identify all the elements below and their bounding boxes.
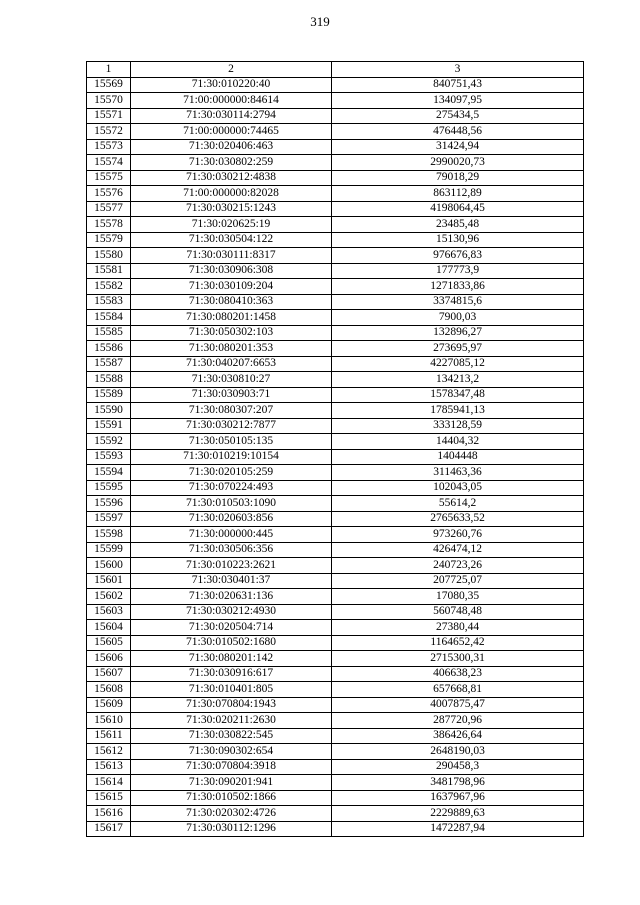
cadastral-number-cell: 71:30:030111:8317 — [131, 248, 332, 264]
value-cell: 273695,97 — [332, 341, 584, 357]
row-number-cell: 15579 — [87, 232, 131, 248]
cadastral-number-cell: 71:30:010220:40 — [131, 77, 332, 93]
table-row — [87, 635, 584, 651]
table-row — [87, 651, 584, 667]
table-header-row — [87, 62, 584, 78]
row-number-cell: 15612 — [87, 744, 131, 760]
row-number-cell: 15603 — [87, 604, 131, 620]
cadastral-number-cell: 71:30:030109:204 — [131, 279, 332, 295]
column-header-2: 2 — [131, 62, 332, 78]
table-row — [87, 480, 584, 496]
cadastral-number-cell: 71:30:070804:1943 — [131, 697, 332, 713]
cadastral-number-cell: 71:30:080307:207 — [131, 403, 332, 419]
cadastral-number-cell: 71:30:030212:7877 — [131, 418, 332, 434]
row-number-cell: 15602 — [87, 589, 131, 605]
cadastral-number-cell: 71:30:090201:941 — [131, 775, 332, 791]
table-row — [87, 108, 584, 124]
table-row — [87, 294, 584, 310]
cadastral-number-cell: 71:30:020625:19 — [131, 217, 332, 233]
value-cell: 79018,29 — [332, 170, 584, 186]
row-number-cell: 15596 — [87, 496, 131, 512]
table-row — [87, 418, 584, 434]
row-number-cell: 15617 — [87, 821, 131, 837]
value-cell: 1785941,13 — [332, 403, 584, 419]
row-number-cell: 15606 — [87, 651, 131, 667]
value-cell: 55614,2 — [332, 496, 584, 512]
table-row — [87, 170, 584, 186]
row-number-cell: 15571 — [87, 108, 131, 124]
value-cell: 27380,44 — [332, 620, 584, 636]
table-row — [87, 728, 584, 744]
table-row — [87, 387, 584, 403]
row-number-cell: 15599 — [87, 542, 131, 558]
table-row — [87, 434, 584, 450]
row-number-cell: 15588 — [87, 372, 131, 388]
cadastral-number-cell: 71:30:070804:3918 — [131, 759, 332, 775]
table-row — [87, 542, 584, 558]
row-number-cell: 15608 — [87, 682, 131, 698]
row-number-cell: 15590 — [87, 403, 131, 419]
value-cell: 207725,07 — [332, 573, 584, 589]
row-number-cell: 15584 — [87, 310, 131, 326]
table-row — [87, 341, 584, 357]
table-body — [87, 77, 584, 837]
value-cell: 14404,32 — [332, 434, 584, 450]
value-cell: 476448,56 — [332, 124, 584, 140]
row-number-cell: 15575 — [87, 170, 131, 186]
value-cell: 973260,76 — [332, 527, 584, 543]
value-cell: 406638,23 — [332, 666, 584, 682]
table-row — [87, 449, 584, 465]
cadastral-number-cell: 71:30:010401:805 — [131, 682, 332, 698]
row-number-cell: 15593 — [87, 449, 131, 465]
value-cell: 2229889,63 — [332, 806, 584, 822]
row-number-cell: 15585 — [87, 325, 131, 341]
value-cell: 31424,94 — [332, 139, 584, 155]
row-number-cell: 15569 — [87, 77, 131, 93]
row-number-cell: 15604 — [87, 620, 131, 636]
value-cell: 3374815,6 — [332, 294, 584, 310]
cadastral-number-cell: 71:30:080201:1458 — [131, 310, 332, 326]
table-row — [87, 155, 584, 171]
value-cell: 976676,83 — [332, 248, 584, 264]
cadastral-number-cell: 71:30:030114:2794 — [131, 108, 332, 124]
column-header-1: 1 — [87, 62, 131, 78]
cadastral-number-cell: 71:30:020631:136 — [131, 589, 332, 605]
table-row — [87, 744, 584, 760]
table-row — [87, 775, 584, 791]
cadastral-number-cell: 71:30:020406:463 — [131, 139, 332, 155]
value-cell: 2990020,73 — [332, 155, 584, 171]
cadastral-number-cell: 71:30:040207:6653 — [131, 356, 332, 372]
table-row — [87, 310, 584, 326]
table-row — [87, 589, 584, 605]
value-cell: 23485,48 — [332, 217, 584, 233]
row-number-cell: 15586 — [87, 341, 131, 357]
cadastral-number-cell: 71:30:030903:71 — [131, 387, 332, 403]
row-number-cell: 15576 — [87, 186, 131, 202]
table-row — [87, 713, 584, 729]
cadastral-number-cell: 71:30:070224:493 — [131, 480, 332, 496]
cadastral-number-cell: 71:30:010502:1680 — [131, 635, 332, 651]
cadastral-number-cell: 71:30:080410:363 — [131, 294, 332, 310]
value-cell: 2648190,03 — [332, 744, 584, 760]
value-cell: 863112,89 — [332, 186, 584, 202]
value-cell: 132896,27 — [332, 325, 584, 341]
value-cell: 4007875,47 — [332, 697, 584, 713]
row-number-cell: 15598 — [87, 527, 131, 543]
value-cell: 386426,64 — [332, 728, 584, 744]
row-number-cell: 15614 — [87, 775, 131, 791]
row-number-cell: 15583 — [87, 294, 131, 310]
value-cell: 1578347,48 — [332, 387, 584, 403]
table-row — [87, 372, 584, 388]
row-number-cell: 15616 — [87, 806, 131, 822]
cadastral-number-cell: 71:30:090302:654 — [131, 744, 332, 760]
row-number-cell: 15601 — [87, 573, 131, 589]
table-row — [87, 697, 584, 713]
cadastral-number-cell: 71:30:030215:1243 — [131, 201, 332, 217]
cadastral-number-cell: 71:30:010503:1090 — [131, 496, 332, 512]
cadastral-number-cell: 71:30:030504:122 — [131, 232, 332, 248]
table-row — [87, 77, 584, 93]
cadastral-number-cell: 71:00:000000:74465 — [131, 124, 332, 140]
value-cell: 134097,95 — [332, 93, 584, 109]
value-cell: 102043,05 — [332, 480, 584, 496]
row-number-cell: 15574 — [87, 155, 131, 171]
table-row — [87, 124, 584, 140]
row-number-cell: 15595 — [87, 480, 131, 496]
table-row — [87, 759, 584, 775]
row-number-cell: 15581 — [87, 263, 131, 279]
table-row — [87, 93, 584, 109]
row-number-cell: 15592 — [87, 434, 131, 450]
value-cell: 287720,96 — [332, 713, 584, 729]
cadastral-number-cell: 71:30:020105:259 — [131, 465, 332, 481]
cadastral-number-cell: 71:30:030822:545 — [131, 728, 332, 744]
row-number-cell: 15577 — [87, 201, 131, 217]
cadastral-number-cell: 71:30:030906:308 — [131, 263, 332, 279]
cadastral-number-cell: 71:30:010502:1866 — [131, 790, 332, 806]
table-row — [87, 139, 584, 155]
cadastral-number-cell: 71:00:000000:82028 — [131, 186, 332, 202]
row-number-cell: 15613 — [87, 759, 131, 775]
value-cell: 1637967,96 — [332, 790, 584, 806]
registry-table — [86, 61, 584, 837]
row-number-cell: 15580 — [87, 248, 131, 264]
value-cell: 560748,48 — [332, 604, 584, 620]
table-row — [87, 620, 584, 636]
row-number-cell: 15605 — [87, 635, 131, 651]
table-row — [87, 666, 584, 682]
row-number-cell: 15573 — [87, 139, 131, 155]
table-row — [87, 263, 584, 279]
row-number-cell: 15589 — [87, 387, 131, 403]
cadastral-number-cell: 71:30:030212:4930 — [131, 604, 332, 620]
table-row — [87, 604, 584, 620]
value-cell: 840751,43 — [332, 77, 584, 93]
value-cell: 290458,3 — [332, 759, 584, 775]
cadastral-number-cell: 71:30:050302:103 — [131, 325, 332, 341]
table-row — [87, 232, 584, 248]
table-row — [87, 403, 584, 419]
value-cell: 7900,03 — [332, 310, 584, 326]
cadastral-number-cell: 71:30:000000:445 — [131, 527, 332, 543]
cadastral-number-cell: 71:30:080201:142 — [131, 651, 332, 667]
cadastral-number-cell: 71:30:030212:4838 — [131, 170, 332, 186]
value-cell: 4227085,12 — [332, 356, 584, 372]
row-number-cell: 15582 — [87, 279, 131, 295]
row-number-cell: 15611 — [87, 728, 131, 744]
value-cell: 3481798,96 — [332, 775, 584, 791]
row-number-cell: 15594 — [87, 465, 131, 481]
cadastral-number-cell: 71:30:030810:27 — [131, 372, 332, 388]
table-row — [87, 573, 584, 589]
table-row — [87, 201, 584, 217]
row-number-cell: 15607 — [87, 666, 131, 682]
table-row — [87, 279, 584, 295]
cadastral-number-cell: 71:30:030506:356 — [131, 542, 332, 558]
table-row — [87, 465, 584, 481]
value-cell: 15130,96 — [332, 232, 584, 248]
cadastral-number-cell: 71:30:020211:2630 — [131, 713, 332, 729]
table-row — [87, 821, 584, 837]
value-cell: 426474,12 — [332, 542, 584, 558]
cadastral-number-cell: 71:30:050105:135 — [131, 434, 332, 450]
table-row — [87, 790, 584, 806]
cadastral-number-cell: 71:30:020302:4726 — [131, 806, 332, 822]
value-cell: 1404448 — [332, 449, 584, 465]
cadastral-number-cell: 71:30:010223:2621 — [131, 558, 332, 574]
table-row — [87, 511, 584, 527]
cadastral-number-cell: 71:30:010219:10154 — [131, 449, 332, 465]
value-cell: 134213,2 — [332, 372, 584, 388]
row-number-cell: 15615 — [87, 790, 131, 806]
value-cell: 311463,36 — [332, 465, 584, 481]
value-cell: 333128,59 — [332, 418, 584, 434]
cadastral-number-cell: 71:30:030112:1296 — [131, 821, 332, 837]
row-number-cell: 15591 — [87, 418, 131, 434]
row-number-cell: 15597 — [87, 511, 131, 527]
cadastral-number-cell: 71:30:080201:353 — [131, 341, 332, 357]
page-number: 319 — [310, 14, 330, 29]
column-header-3: 3 — [332, 62, 584, 78]
cadastral-number-cell: 71:30:020504:714 — [131, 620, 332, 636]
table-row — [87, 558, 584, 574]
cadastral-number-cell: 71:30:030401:37 — [131, 573, 332, 589]
row-number-cell: 15609 — [87, 697, 131, 713]
value-cell: 17080,35 — [332, 589, 584, 605]
table-row — [87, 496, 584, 512]
row-number-cell: 15610 — [87, 713, 131, 729]
table-row — [87, 806, 584, 822]
value-cell: 240723,26 — [332, 558, 584, 574]
value-cell: 1271833,86 — [332, 279, 584, 295]
value-cell: 4198064,45 — [332, 201, 584, 217]
row-number-cell: 15570 — [87, 93, 131, 109]
row-number-cell: 15572 — [87, 124, 131, 140]
value-cell: 2715300,31 — [332, 651, 584, 667]
cadastral-number-cell: 71:30:030916:617 — [131, 666, 332, 682]
table-row — [87, 682, 584, 698]
cadastral-number-cell: 71:30:030802:259 — [131, 155, 332, 171]
table-row — [87, 527, 584, 543]
value-cell: 1164652,42 — [332, 635, 584, 651]
cadastral-number-cell: 71:30:020603:856 — [131, 511, 332, 527]
table-row — [87, 186, 584, 202]
row-number-cell: 15587 — [87, 356, 131, 372]
table-row — [87, 217, 584, 233]
value-cell: 275434,5 — [332, 108, 584, 124]
value-cell: 177773,9 — [332, 263, 584, 279]
value-cell: 2765633,52 — [332, 511, 584, 527]
value-cell: 657668,81 — [332, 682, 584, 698]
cadastral-number-cell: 71:00:000000:84614 — [131, 93, 332, 109]
value-cell: 1472287,94 — [332, 821, 584, 837]
table-row — [87, 325, 584, 341]
table-row — [87, 356, 584, 372]
table-row — [87, 248, 584, 264]
row-number-cell: 15600 — [87, 558, 131, 574]
row-number-cell: 15578 — [87, 217, 131, 233]
